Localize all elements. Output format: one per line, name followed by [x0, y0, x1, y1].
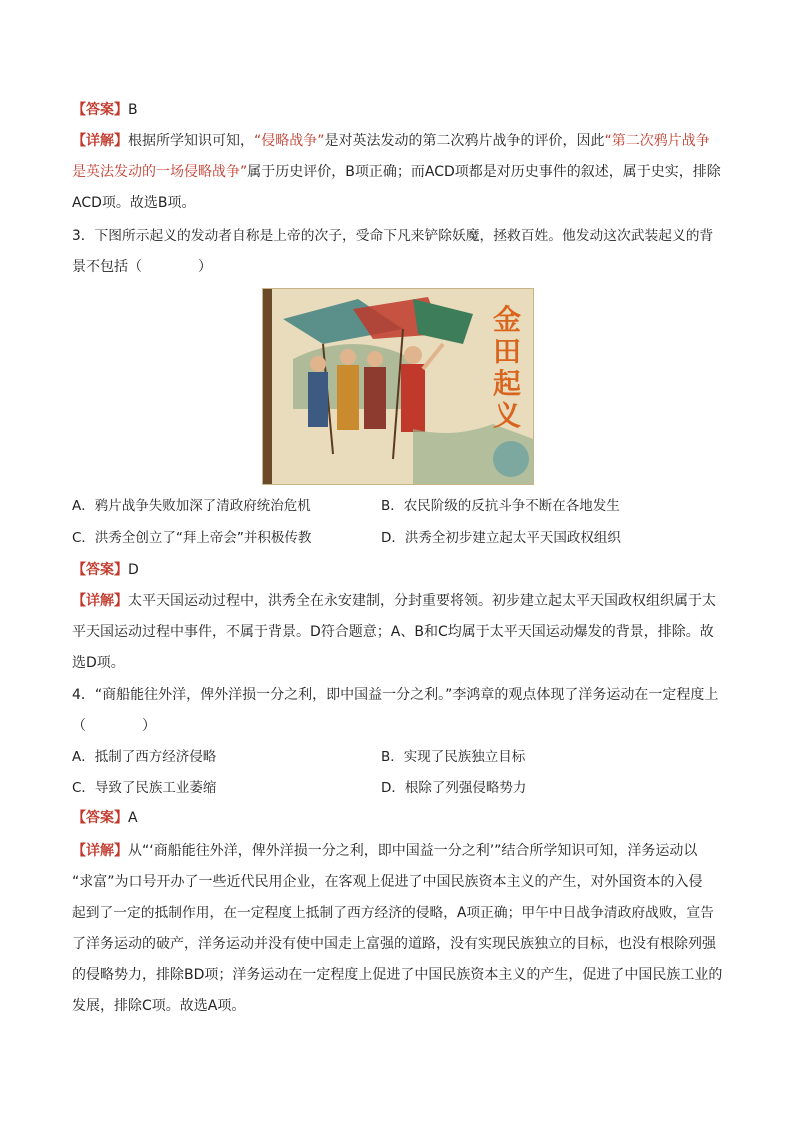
q4-option-d[interactable]: D．根除了列强侵略势力	[381, 780, 527, 796]
q2-answer: B	[128, 102, 138, 118]
q4-detail-line-6: 发展，排除C项。故选A项。	[72, 998, 246, 1014]
q3-answer-line	[72, 560, 724, 580]
q2-detail-tag: 【详解】	[72, 133, 128, 149]
q4-stem-line-1: 4．“商船能往外洋，俾外洋损一分之利，即中国益一分之利。”李鸿章的观点体现了洋务运动在一定程度上	[72, 687, 719, 703]
q3-answer-tag: 【答案】	[72, 562, 128, 578]
jintian-uprising-illustration	[262, 288, 534, 485]
q4-detail-line-5: 的侵略势力，排除BD项；洋务运动在一定程度上促进了中国民族资本主义的产生，促进了中国民族工业的	[72, 967, 723, 983]
q2-detail-line-2	[72, 162, 724, 182]
q2-detail-quote-2b: 是英法发动的一场侵略战争”	[72, 164, 248, 180]
q2-detail-text-2b: 属于历史评价，B项正确；而ACD项都是对历史事件的叙述，属于史实，排除	[247, 164, 721, 180]
q3-option-d[interactable]: D．洪秀全初步建立起太平天国政权组织	[381, 530, 621, 546]
q4-detail-tag: 【详解】	[72, 843, 128, 859]
q3-stem-line-2: 景不包括（ ）	[72, 259, 212, 275]
q4-detail-line-3: 起到了一定的抵制作用，在一定程度上抵制了西方经济的侵略，A项正确；甲午中日战争清政府战败，宣告	[72, 905, 714, 921]
image-caption-char-3: 起	[492, 367, 522, 400]
q3-detail-line-3: 选D项。	[72, 655, 125, 671]
q3-option-c[interactable]: C．洪秀全创立了“拜上帝会”并积极传教	[72, 530, 312, 546]
q2-detail-text-1c: 是对英法发动的第二次鸦片战争的评价，因此	[324, 133, 605, 149]
q2-detail-quote-1: “侵略战争”	[254, 133, 325, 149]
q2-answer-tag: 【答案】	[72, 102, 128, 118]
q2-detail-line-1	[72, 131, 724, 151]
q4-answer: A	[128, 810, 138, 826]
q4-detail-line-2: “求富”为口号开办了一些近代民用企业，在客观上促进了中国民族资本主义的产生，对外国资本的入侵	[72, 874, 703, 890]
q4-detail-line-1	[72, 841, 724, 861]
q3-detail-text-1: 太平天国运动过程中，洪秀全在永安建制，分封重要将领。初步建立起太平天国政权组织属于太	[128, 593, 716, 609]
q4-detail-text-1: 从“‘商船能往外洋，俾外洋损一分之利，即中国益一分之利’”结合所学知识可知，洋务运动以	[128, 843, 698, 859]
q3-detail-line-1	[72, 591, 724, 611]
image-caption-char-1: 金	[492, 303, 522, 336]
q4-option-a[interactable]: A．抵制了西方经济侵略	[72, 749, 217, 765]
q2-answer-line	[72, 100, 724, 120]
q3-detail-tag: 【详解】	[72, 593, 128, 609]
q4-answer-line	[72, 808, 724, 828]
q3-option-a[interactable]: A．鸦片战争失败加深了清政府统治危机	[72, 498, 311, 514]
uprising-scene-icon	[263, 289, 533, 484]
q2-detail-text-1a: 根据所学知识可知，	[128, 133, 254, 149]
q4-answer-tag: 【答案】	[72, 810, 128, 826]
q4-option-b[interactable]: B．实现了民族独立目标	[381, 749, 526, 765]
q3-stem-line-1: 3．下图所示起义的发动者自称是上帝的次子，受命下凡来铲除妖魔，拯救百姓。他发动这次武装起义的背	[72, 228, 714, 244]
q4-detail-line-4: 了洋务运动的破产，洋务运动并没有使中国走上富强的道路，没有实现民族独立的目标，也没有根除列强	[72, 936, 716, 952]
q4-stem-line-2: （ ）	[72, 718, 156, 734]
image-caption-char-4: 义	[492, 399, 522, 432]
image-caption-char-2: 田	[492, 335, 522, 368]
q2-detail-quote-2a: “第二次鸦片战争	[604, 133, 710, 149]
q3-option-b[interactable]: B．农民阶级的反抗斗争不断在各地发生	[381, 498, 620, 514]
q4-option-c[interactable]: C．导致了民族工业萎缩	[72, 780, 217, 796]
q2-detail-line-3: ACD项。故选B项。	[72, 195, 196, 211]
q3-answer: D	[128, 562, 139, 578]
q3-detail-line-2: 平天国运动过程中事件，不属于背景。D符合题意；A、B和C均属于太平天国运动爆发的背景，排除。故	[72, 624, 714, 640]
